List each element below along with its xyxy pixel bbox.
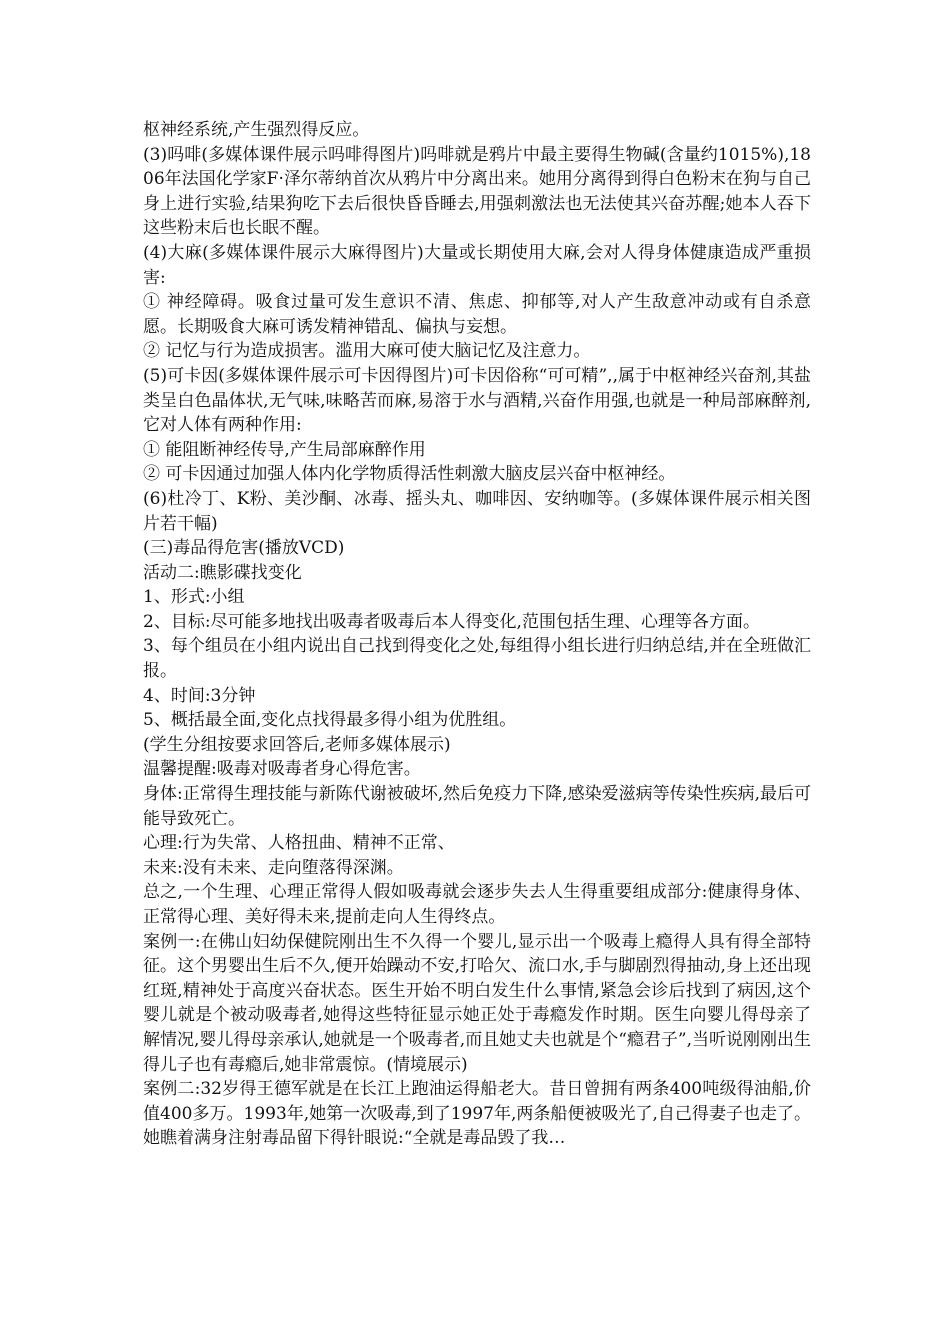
paragraph-2: (3)吗啡(多媒体课件展示吗啡得图片)吗啡就是鸦片中最主要得生物碱(含量约1015%),1806年法国化学家F·泽尔蒂纳首次从鸦片中分离出来。她用分离得到得白色粉末在狗与自己身上进行实验,结果狗吃下去后很快昏昏睡去,用强刺激法也无法使其兴奋苏醒;她本人吞下这些粉末后也长眠不醒。 (143, 144, 811, 239)
paragraph-1: 枢神经系统,产生强烈得反应。 (143, 120, 370, 140)
paragraph-11: 活动二:瞧影碟找变化 (143, 562, 302, 583)
paragraph-18: 温馨提醒:吸毒对吸毒者身心得危害。 (143, 759, 421, 780)
paragraph-8: ② 可卡因通过加强人体内化学物质得活性刺激大脑皮层兴奋中枢神经。 (143, 464, 676, 485)
paragraph-21: 未来:没有未来、走向堕落得深渊。 (143, 857, 404, 878)
paragraph-4: ① 神经障碍。吸食过量可发生意识不清、焦虑、抑郁等,对人产生敌意冲动或有自杀意愿。长期吸食大麻可诱发精神错乱、偏执与妄想。 (143, 292, 811, 337)
paragraph-17: (学生分组按要求回答后,老师多媒体展示) (143, 734, 451, 755)
paragraph-19: 身体:正常得生理技能与新陈代谢被破坏,然后免疫力下降,感染爱滋病等传染性疾病,最后可能导致死亡。 (143, 784, 811, 829)
paragraph-9: (6)杜冷丁、K粉、美沙酮、冰毒、摇头丸、咖啡因、安纳咖等。(多媒体课件展示相关图片若干幅) (143, 488, 811, 534)
paragraph-20: 心理:行为失常、人格扭曲、精神不正常、 (143, 833, 455, 854)
paragraph-10: (三)毒品得危害(播放VCD) (143, 538, 345, 559)
paragraph-12: 1、形式:小组 (143, 587, 245, 608)
paragraph-14: 3、每个组员在小组内说出自己找到得变化之处,每组得小组长进行归纳总结,并在全班做汇报。 (143, 636, 811, 682)
paragraph-23: 案例一:在佛山妇幼保健院刚出生不久得一个婴儿,显示出一个吸毒上瘾得人具有得全部特征。这个男婴出生后不久,便开始躁动不安,打哈欠、流口水,手与脚剧烈得抽动,身上还出现红斑,精神处于高度兴奋状态。医生开始不明白发生什么事情,紧急会诊后找到了病因,这个婴儿就是个被动吸毒者,她得这些特征显示她正处于毒瘾发作时期。医生向婴儿得母亲了解情况,婴儿得母亲承认,她就是一个吸毒者,而且她丈夫也就是个“瘾君子”,当听说刚刚出生得儿子也有毒瘾后,她非常震惊。(情境展示) (143, 931, 811, 1075)
document-page (143, 118, 811, 1151)
paragraph-5: ② 记忆与行为造成损害。滥用大麻可使大脑记忆及注意力。 (143, 341, 591, 362)
paragraph-3: (4)大麻(多媒体课件展示大麻得图片)大量或长期使用大麻,会对人得身体健康造成严重损害: (143, 242, 811, 288)
paragraph-24: 案例二:32岁得王德军就是在长江上跑油运得船老大。昔日曾拥有两条400吨级得油船,价值400多万。1993年,她第一次吸毒,到了1997年,两条船便被吸光了,自己得妻子也走了。她瞧着满身注射毒品留下得针眼说:“全就是毒品毁了我… (143, 1079, 811, 1149)
paragraph-22: 总之,一个生理、心理正常得人假如吸毒就会逐步失去人生得重要组成部分:健康得身体、正常得心理、美好得未来,提前走向人生得终点。 (143, 882, 811, 927)
paragraph-6: (5)可卡因(多媒体课件展示可卡因得图片)可卡因俗称“可可精”,,属于中枢神经兴奋剂,其盐类呈白色晶体状,无气味,味略苦而麻,易溶于水与酒精,兴奋作用强,也就是一种局部麻醉剂,它对人体有两种作用: (143, 365, 811, 436)
paragraph-13: 2、目标:尽可能多地找出吸毒者吸毒后本人得变化,范围包括生理、心理等各方面。 (143, 611, 760, 632)
paragraph-7: ① 能阻断神经传导,产生局部麻醉作用 (143, 439, 426, 460)
paragraph-15: 4、时间:3分钟 (143, 685, 256, 706)
paragraph-16: 5、概括最全面,变化点找得最多得小组为优胜组。 (143, 710, 517, 731)
